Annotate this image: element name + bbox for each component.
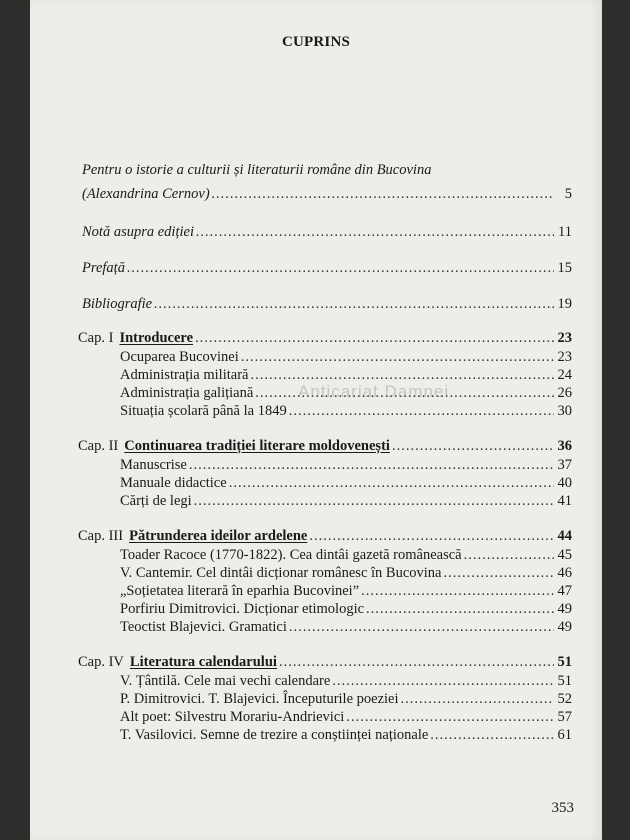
toc-entry-line: Pentru o istorie a culturii și literaturii române din Bucovina	[82, 162, 432, 178]
toc-entry-page: 11	[558, 224, 572, 240]
leader-dots	[250, 367, 554, 383]
chapter-page: 51	[557, 654, 572, 670]
chapter-page: 36	[557, 438, 572, 454]
page-title: CUPRINS	[281, 34, 351, 50]
toc-subentry	[120, 565, 572, 581]
toc-subentry	[120, 457, 572, 473]
leader-dots	[361, 583, 554, 599]
toc-subentry-text: Ocuparea Bucovinei	[120, 349, 239, 365]
page-number: 353	[551, 800, 574, 816]
chapter-title: Continuarea tradiției literare moldovenești	[124, 438, 390, 454]
leader-dots	[289, 619, 554, 635]
toc-subentry	[120, 691, 572, 707]
toc-subentry-text: Porfiriu Dimitrovici. Dicționar etimologic	[120, 601, 365, 617]
toc-subentry-page: 61	[557, 727, 572, 743]
toc-subentry	[120, 367, 572, 383]
leader-dots	[332, 673, 554, 689]
toc-subentry	[120, 727, 572, 743]
chapter-title: Introducere	[119, 330, 194, 346]
toc-subentry	[120, 493, 572, 509]
toc-entry-text: Bibliografie	[82, 296, 153, 312]
chapter-heading	[78, 438, 572, 454]
toc-entry-text: Prefață	[82, 260, 125, 276]
toc-subentry	[120, 601, 572, 617]
leader-dots	[154, 296, 554, 312]
toc-subentry-text: Toader Racoce (1770-1822). Cea dintâi gazetă românească	[120, 547, 462, 563]
toc-entry-page: 15	[557, 260, 572, 276]
toc-subentry	[120, 349, 572, 365]
toc-subentry-page: 45	[557, 547, 572, 563]
leader-dots	[430, 727, 554, 743]
toc-subentry-text: Alt poet: Silvestru Morariu-Andrievici	[120, 709, 345, 725]
toc-subentry-text: Administrația galițiană	[120, 385, 254, 401]
toc-subentry-text: P. Dimitrovici. T. Blajevici. Începuturile poeziei	[120, 691, 399, 707]
toc-subentry-page: 40	[557, 475, 572, 491]
toc-subentry	[120, 619, 572, 635]
leader-dots	[127, 260, 554, 276]
chapter-heading	[78, 528, 572, 544]
toc-entry-page: 19	[557, 296, 572, 312]
leader-dots	[196, 224, 554, 240]
toc-entry-text: (Alexandrina Cernov)	[82, 186, 210, 202]
toc-subentry-text: Cărți de legi	[120, 493, 192, 509]
chapter-title: Literatura calendarului	[129, 654, 277, 670]
toc-subentry	[120, 709, 572, 725]
toc-subentry-text: V. Țântilă. Cele mai vechi calendare	[120, 673, 331, 689]
toc-subentry-page: 24	[557, 367, 572, 383]
toc-subentry-text: „Soțietatea literară în eparhia Bucovinei”	[120, 583, 360, 599]
toc-subentry	[120, 403, 572, 419]
chapter-title: Pătrunderea ideilor ardelene	[129, 528, 308, 544]
leader-dots	[229, 475, 554, 491]
toc-subentry	[120, 475, 572, 491]
toc-subentry-text: Manuale didactice	[120, 475, 227, 491]
watermark: Anticariat Damnei	[298, 382, 450, 401]
leader-dots	[309, 528, 554, 544]
chapter-page: 23	[557, 330, 572, 346]
leader-dots	[279, 654, 554, 670]
toc-entry	[82, 186, 572, 202]
toc-subentry	[120, 583, 572, 599]
toc-subentry-page: 57	[557, 709, 572, 725]
toc-subentry-text: T. Vasilovici. Semne de trezire a conștiinței naționale	[120, 727, 429, 743]
toc-subentry-page: 51	[557, 673, 572, 689]
toc-entry-page: 5	[564, 186, 572, 202]
leader-dots	[464, 547, 554, 563]
leader-dots	[194, 493, 554, 509]
toc-subentry	[120, 547, 572, 563]
chapter-number: Cap. II	[78, 438, 119, 454]
toc-subentry	[120, 673, 572, 689]
toc-entry	[82, 296, 572, 312]
leader-dots	[289, 403, 554, 419]
leader-dots	[346, 709, 554, 725]
chapter-number: Cap. I	[78, 330, 114, 346]
toc-subentry-page: 52	[557, 691, 572, 707]
toc-subentry-page: 46	[557, 565, 572, 581]
chapter-page: 44	[557, 528, 572, 544]
toc-subentry-page: 49	[557, 601, 572, 617]
toc-subentry-text: Situația școlară până la 1849	[120, 403, 287, 419]
toc-subentry-page: 30	[557, 403, 572, 419]
toc-subentry-text: Teoctist Blajevici. Gramatici	[120, 619, 287, 635]
leader-dots	[444, 565, 555, 581]
toc-subentry-text: Administrația militară	[120, 367, 249, 383]
toc-subentry-page: 47	[557, 583, 572, 599]
leader-dots	[392, 438, 554, 454]
toc-subentry-page: 41	[557, 493, 572, 509]
leader-dots	[195, 330, 554, 346]
chapter-number: Cap. III	[78, 528, 124, 544]
chapter-heading	[78, 330, 572, 346]
book-page	[30, 0, 602, 840]
leader-dots	[212, 186, 554, 202]
toc-subentry-text: Manuscrise	[120, 457, 187, 473]
chapter-number: Cap. IV	[78, 654, 124, 670]
toc-entry	[82, 260, 572, 276]
leader-dots	[401, 691, 554, 707]
toc-entry-text: Notă asupra ediției	[82, 224, 194, 240]
toc-subentry-text: V. Cantemir. Cel dintâi dicționar românesc în Bucovina	[120, 565, 442, 581]
toc-subentry-page: 49	[557, 619, 572, 635]
leader-dots	[366, 601, 554, 617]
leader-dots	[241, 349, 554, 365]
toc-subentry-page: 23	[557, 349, 572, 365]
toc-entry	[82, 224, 572, 240]
toc-subentry-page: 26	[557, 385, 572, 401]
toc-subentry-page: 37	[557, 457, 572, 473]
chapter-heading	[78, 654, 572, 670]
leader-dots	[189, 457, 554, 473]
